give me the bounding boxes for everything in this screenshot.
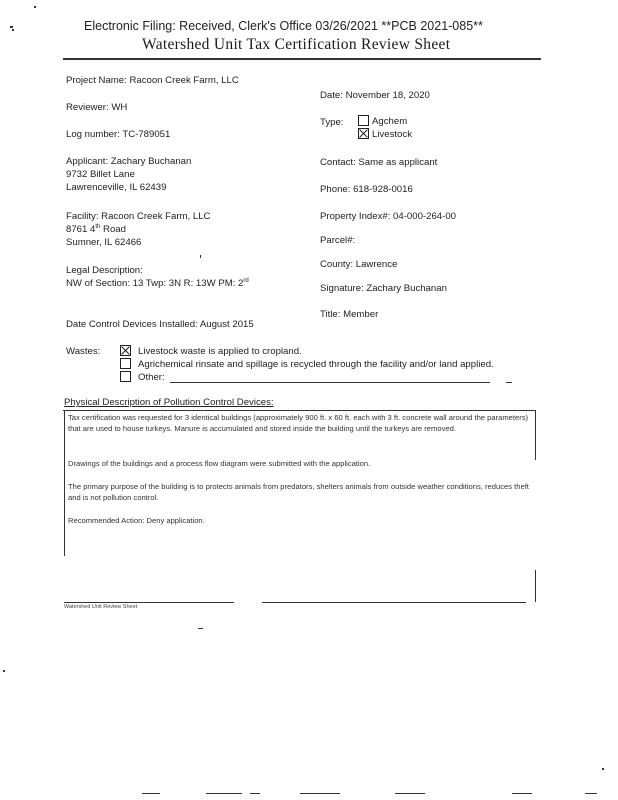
signature: Signature: Zachary Buchanan bbox=[320, 283, 447, 294]
parcel: Parcel#: bbox=[320, 235, 356, 246]
wastes-agrichemical-checkbox[interactable] bbox=[120, 358, 131, 369]
physical-heading: Physical Description of Pollution Control Devices: bbox=[64, 397, 274, 408]
wastes-livestock-checkbox[interactable] bbox=[120, 345, 131, 356]
physical-box-top bbox=[63, 410, 535, 411]
review-date: Date: November 18, 2020 bbox=[320, 90, 430, 101]
filing-stamp: Electronic Filing: Received, Clerk's Office 03/26/2021 **PCB 2021-085** bbox=[84, 19, 483, 33]
bottom-scan-line bbox=[512, 793, 532, 794]
wastes-label: Wastes: bbox=[66, 346, 101, 357]
facility-city: Sumner, IL 62466 bbox=[66, 237, 142, 248]
applicant-name: Applicant: Zachary Buchanan bbox=[66, 156, 192, 167]
wastes-agrichemical-label: Agrichemical rinsate and spillage is recycled through the facility and/or land applied. bbox=[138, 359, 494, 370]
type-livestock-label: Livestock bbox=[372, 129, 412, 140]
facility-name: Facility: Racoon Creek Farm, LLC bbox=[66, 211, 211, 222]
wastes-livestock-label: Livestock waste is applied to cropland. bbox=[138, 346, 302, 357]
type-agchem-checkbox[interactable] bbox=[358, 115, 369, 126]
scan-mark bbox=[602, 768, 604, 770]
project-name: Project Name: Racoon Creek Farm, LLC bbox=[66, 75, 239, 86]
log-number: Log number: TC-789051 bbox=[66, 129, 171, 140]
contact: Contact: Same as applicant bbox=[320, 157, 438, 168]
scan-mark bbox=[200, 255, 201, 258]
scan-mark bbox=[12, 29, 14, 31]
date-installed: Date Control Devices Installed: August 2015 bbox=[66, 319, 254, 330]
phone: Phone: 618-928-0016 bbox=[320, 184, 413, 195]
physical-box-bottom bbox=[64, 602, 234, 603]
type-label: Type: bbox=[320, 117, 344, 128]
bottom-scan-line bbox=[395, 793, 425, 794]
legal-description-value: NW of Section: 13 Twp: 3N R: 13W PM: 2rd bbox=[66, 278, 249, 290]
scan-mark bbox=[3, 670, 5, 672]
wastes-other-label: Other: bbox=[138, 372, 165, 383]
page-title: Watershed Unit Tax Certification Review Sheet bbox=[142, 36, 451, 53]
header-rule bbox=[63, 58, 541, 60]
physical-paragraph: Tax certification was requested for 3 identical buildings (approximately 900 ft. x 60 ft. each with 3 ft. concrete wall around the parameters) that are used to house turkeys. Manure is accumulated and stored inside the building until the turkeys are removed. bbox=[68, 413, 529, 433]
property-index: Property Index#: 04-000-264-00 bbox=[320, 211, 456, 222]
physical-paragraph: Drawings of the buildings and a process flow diagram were submitted with the application. bbox=[68, 459, 371, 468]
applicant-street: 9732 Billet Lane bbox=[66, 169, 135, 180]
type-agchem-label: Agchem bbox=[372, 116, 408, 127]
county: County: Lawrence bbox=[320, 259, 398, 270]
scan-mark bbox=[198, 628, 203, 629]
physical-box-right-lower bbox=[535, 570, 536, 602]
wastes-other-checkbox[interactable] bbox=[120, 371, 131, 382]
recommended-action: Recommended Action: Deny application. bbox=[68, 516, 205, 525]
bottom-scan-line bbox=[300, 793, 340, 794]
bottom-scan-line bbox=[206, 793, 242, 794]
facility-street: 8761 4th Road bbox=[66, 224, 126, 236]
type-livestock-checkbox[interactable] bbox=[358, 128, 369, 139]
scan-mark bbox=[10, 26, 13, 28]
applicant-city: Lawrenceville, IL 62439 bbox=[66, 182, 167, 193]
bottom-scan-line bbox=[250, 793, 260, 794]
physical-box-left bbox=[64, 410, 65, 556]
scan-mark bbox=[34, 6, 36, 8]
legal-description-label: Legal Description: bbox=[66, 265, 143, 276]
bottom-scan-line bbox=[142, 793, 160, 794]
wastes-other-line bbox=[170, 382, 490, 383]
wastes-other-tick bbox=[506, 382, 512, 383]
footer-small-text: Watershed Unit Review Sheet bbox=[64, 604, 138, 610]
physical-paragraph: The primary purpose of the building is to protects animals from predators, shelters animals from outside weather conditions, reduces theft and is not pollution control. bbox=[68, 482, 529, 502]
bottom-scan-line bbox=[585, 793, 597, 794]
signer-title: Title: Member bbox=[320, 309, 379, 320]
reviewer: Reviewer: WH bbox=[66, 102, 128, 113]
physical-box-bottom bbox=[262, 602, 526, 603]
physical-box-right bbox=[535, 410, 536, 460]
